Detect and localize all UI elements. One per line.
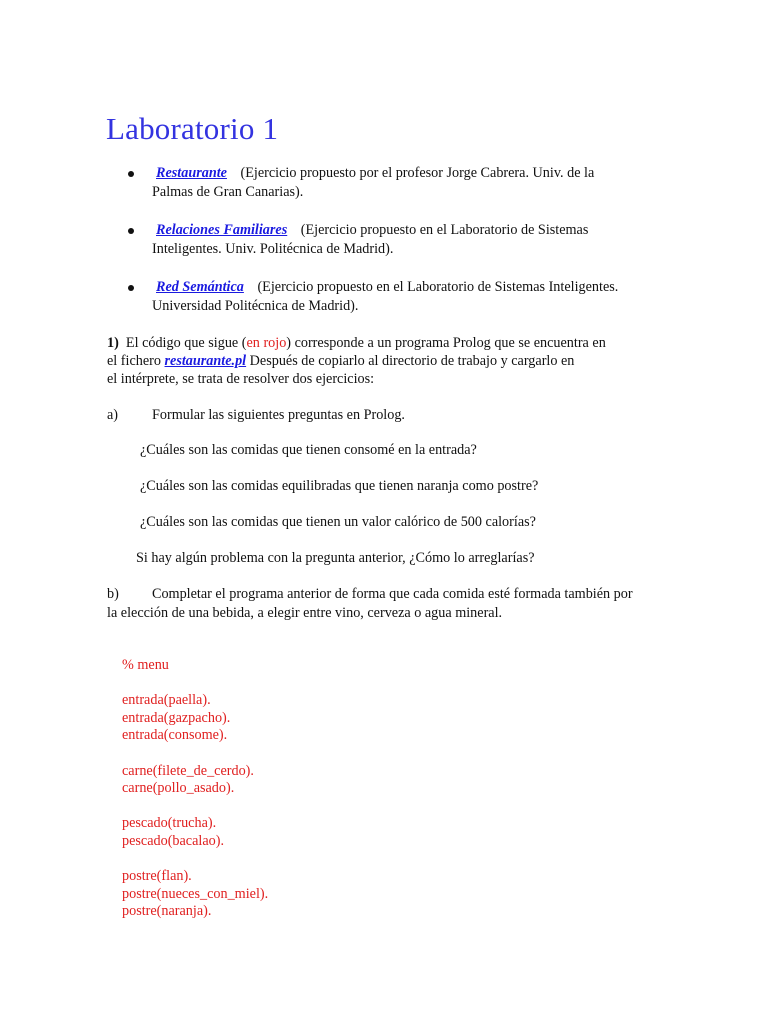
exercise-number: 1): [107, 335, 119, 351]
code-line: entrada(gazpacho).: [122, 709, 231, 726]
code-line: postre(nueces_con_miel).: [122, 885, 269, 902]
file-link-restaurante-pl[interactable]: restaurante.pl: [164, 353, 247, 369]
bullet-desc-line1: (Ejercicio propuesto en el Laboratorio de Sistemas: [300, 222, 589, 238]
prolog-code-block: [122, 657, 268, 921]
bullet-dot: [128, 171, 134, 177]
bullet-desc-line2: Universidad Politécnica de Madrid).: [152, 298, 359, 314]
code-line: carne(filete_de_cerdo).: [122, 762, 254, 779]
code-line: [122, 851, 268, 869]
item-b-line2: la elección de una bebida, a elegir entre vino, cerveza o agua mineral.: [107, 605, 503, 621]
question-2: ¿Cuáles son las comidas equilibradas que tienen naranja como postre?: [140, 478, 539, 494]
page-title: Laboratorio 1: [106, 111, 279, 146]
link-relaciones-familiares[interactable]: Relaciones Familiares: [156, 222, 288, 238]
bullet-desc-line2: Palmas de Gran Canarias).: [152, 184, 304, 200]
code-line: pescado(bacalao).: [122, 832, 225, 849]
code-line: postre(naranja).: [122, 903, 212, 920]
intro-line2: el fichero restaurante.pl Después de copiarlo al directorio de trabajo y cargarlo en: [107, 353, 575, 369]
item-a-text: Formular las siguientes preguntas en Prolog.: [152, 407, 405, 423]
code-line: [122, 675, 268, 693]
code-line: entrada(consome).: [122, 727, 228, 744]
question-note: Si hay algún problema con la pregunta anterior, ¿Cómo lo arreglarías?: [136, 550, 535, 566]
item-a-label: a): [107, 407, 119, 423]
bullet-dot: [128, 285, 134, 291]
question-3: ¿Cuáles son las comidas que tienen un valor calórico de 500 calorías?: [140, 514, 536, 530]
link-red-semantica[interactable]: Red Semántica: [156, 279, 244, 295]
item-b-line1: Completar el programa anterior de forma que cada comida esté formada también por: [152, 586, 633, 602]
code-line: carne(pollo_asado).: [122, 780, 235, 797]
red-note: en rojo: [246, 335, 287, 351]
link-restaurante[interactable]: Restaurante: [156, 165, 227, 181]
code-line: % menu: [122, 657, 169, 673]
intro-line1: 1) El código que sigue (en rojo) corresponde a un programa Prolog que se encuentra en: [107, 335, 606, 351]
bullet-desc-line2: Inteligentes. Univ. Politécnica de Madrid).: [152, 241, 394, 257]
code-line: [122, 798, 268, 816]
code-line: entrada(paella).: [122, 692, 211, 709]
bullet-dot: [128, 228, 134, 234]
question-1: ¿Cuáles son las comidas que tienen consomé en la entrada?: [140, 442, 477, 458]
intro-line3: el intérprete, se trata de resolver dos ejercicios:: [107, 371, 375, 387]
item-b-label: b): [107, 586, 119, 602]
code-line: pescado(trucha).: [122, 815, 217, 832]
bullet-desc-line1: (Ejercicio propuesto por el profesor Jorge Cabrera. Univ. de la: [240, 165, 595, 181]
code-line: postre(flan).: [122, 868, 192, 885]
code-line: [122, 745, 268, 763]
bullet-desc-line1: (Ejercicio propuesto en el Laboratorio de Sistemas Inteligentes.: [257, 279, 619, 295]
